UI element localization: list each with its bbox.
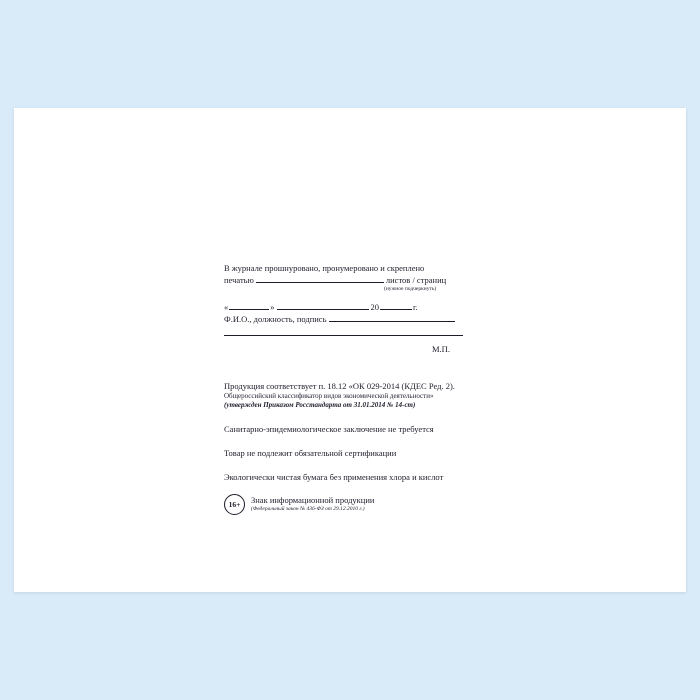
document-page	[14, 108, 686, 592]
information-mark-row	[224, 493, 554, 515]
information-mark-law: (Федеральный закон № 436-ФЗ от 29.12.2010 г.)	[251, 505, 365, 512]
date-close-quote: »	[270, 301, 275, 312]
date-day-blank	[229, 301, 269, 310]
document-content	[224, 263, 554, 515]
okved-line-1: Продукция соответствует п. 18.12 «ОК 029-2014 (КДЕС Ред. 2).	[224, 381, 455, 392]
section-spacer	[224, 355, 554, 381]
fio-label: Ф.И.О., должность, подпись	[224, 314, 327, 325]
journal-statement-line: В журнале прошнуровано, пронумеровано и скреплено	[224, 263, 425, 273]
okved-line-2: Общероссийский классификатор видов экономической деятельности»	[224, 392, 434, 401]
date-month-blank	[277, 301, 369, 310]
sheets-pages-label: листов / страниц	[385, 275, 447, 286]
certification-block-bottom	[224, 381, 554, 514]
date-open-quote: «	[224, 301, 229, 312]
okved-line-3: (утвержден Приказом Росстандарта от 31.01.2014 № 14-ст)	[224, 401, 416, 410]
underline-hint-note: (нужное подчеркнуть)	[384, 285, 437, 292]
fio-blank	[329, 313, 455, 322]
certification-block-top	[224, 263, 554, 355]
date-year-suffix: г.	[413, 301, 418, 312]
date-year-blank	[380, 301, 412, 310]
information-mark-title: Знак информационной продукции	[251, 494, 375, 505]
signature-line	[224, 313, 554, 325]
seal-count-blank	[256, 274, 384, 283]
stamp-place-label: М.П.	[432, 343, 450, 354]
sanitary-conclusion-line: Санитарно-эпидемиологическое заключение не требуется	[224, 423, 434, 434]
date-line	[224, 301, 554, 313]
seal-label: печатью	[224, 275, 254, 286]
seal-sheets-line	[224, 274, 554, 286]
information-mark-text	[251, 493, 374, 512]
age-rating-icon: 16+	[224, 494, 245, 515]
date-year-prefix: 20	[370, 301, 379, 312]
secondary-signature-blank	[224, 326, 463, 336]
eco-paper-line: Экологически чистая бумага без применения хлора и кислот	[224, 471, 444, 482]
certification-not-required-line: Товар не подлежит обязательной сертификации	[224, 447, 397, 458]
